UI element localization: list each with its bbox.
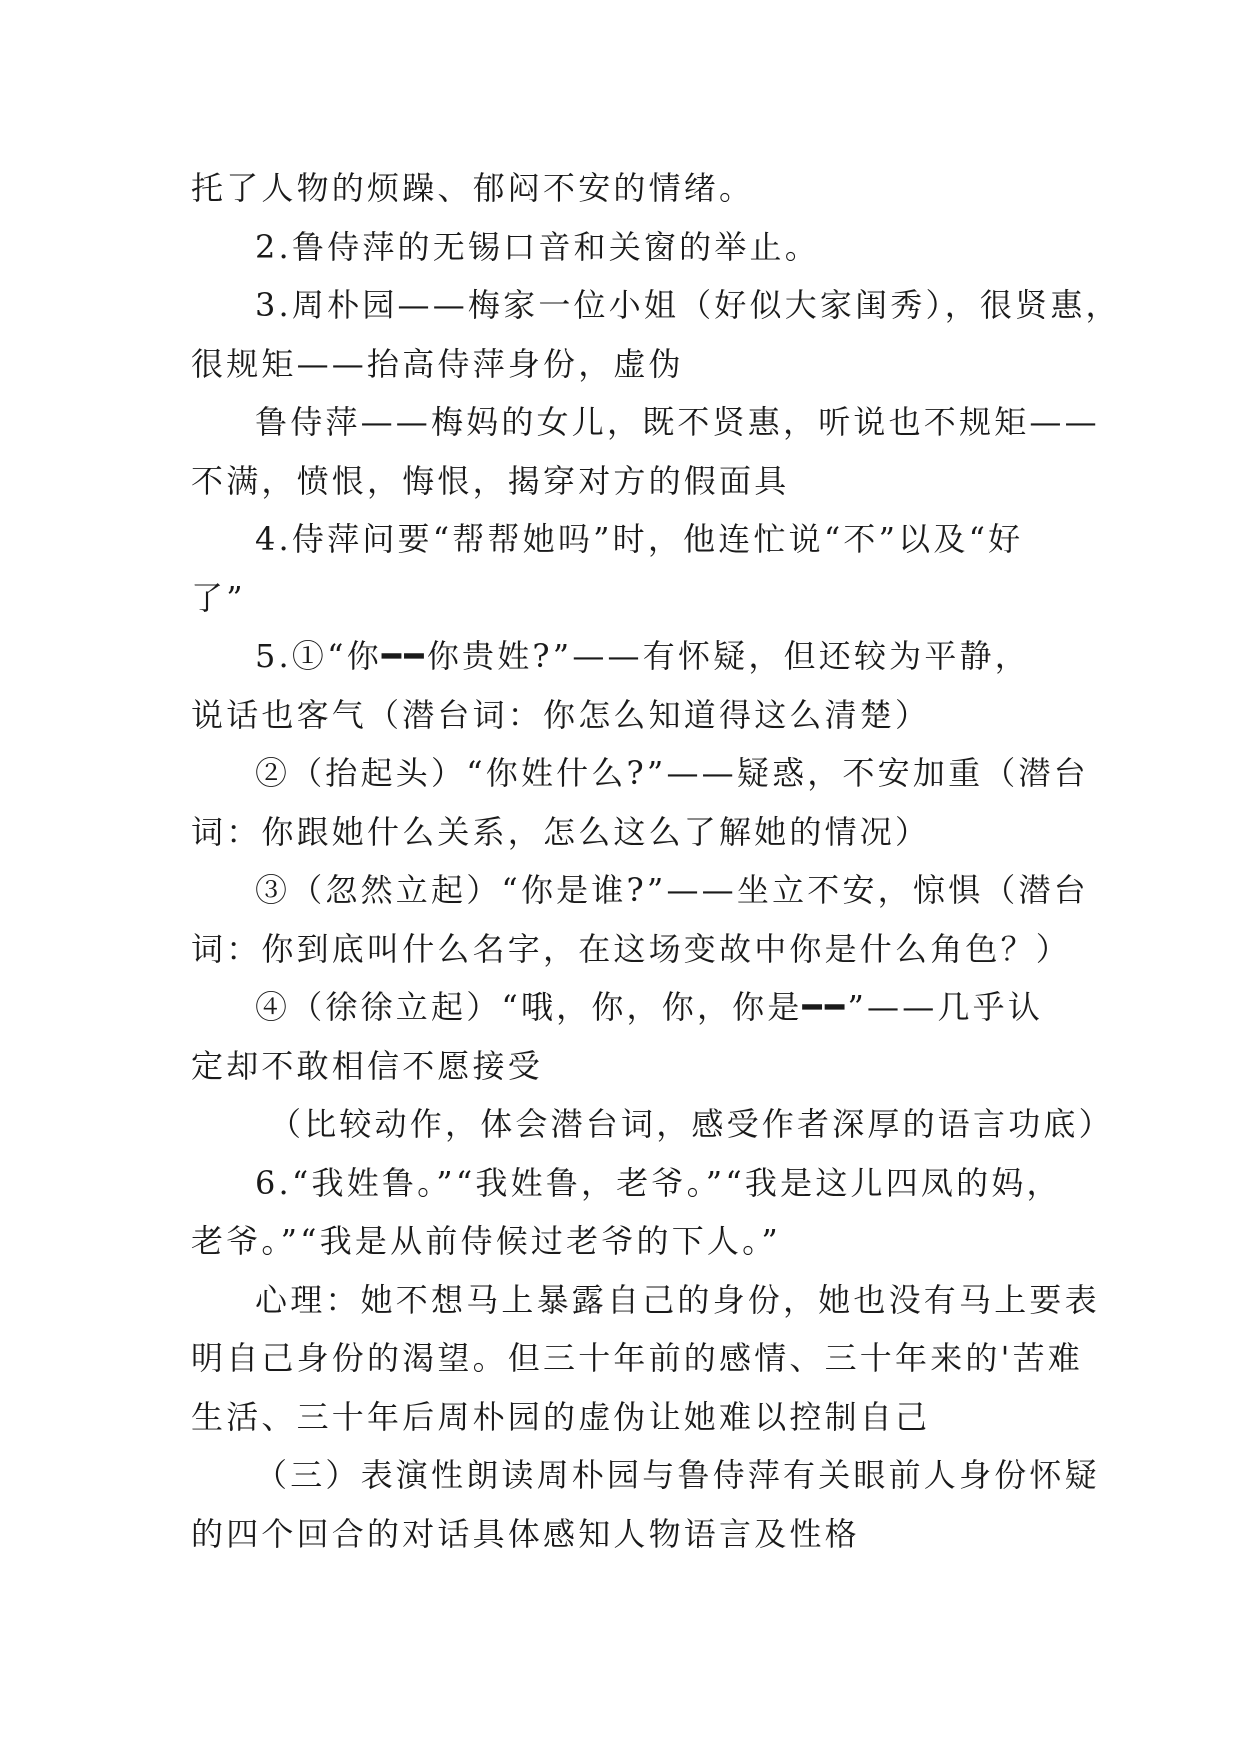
- text-line-11: ②（抬起头）“你姓什么?”——疑惑，不安加重（潜台: [255, 754, 1089, 792]
- text-line-10: 说话也客气（潜台词：你怎么知道得这么清楚）: [191, 695, 931, 734]
- text-line-13: ③（忽然立起）“你是谁?”——坐立不安，惊惧（潜台: [255, 871, 1089, 909]
- text-line-2: 2.鲁侍萍的无锡口音和关窗的举止。: [255, 227, 820, 266]
- text-line-7: 4.侍萍问要“帮帮她吗”时，他连忙说“不”以及“好: [255, 520, 1024, 558]
- text-line-8: 了”: [191, 578, 246, 617]
- document-body: [191, 159, 1121, 1563]
- text-line-12: 词：你跟她什么关系，怎么这么了解她的情况）: [191, 812, 931, 851]
- text-line-19: 老爷。”“我是从前侍候过老爷的下人。”: [191, 1222, 781, 1260]
- text-line-24: 的四个回合的对话具体感知人物语言及性格: [191, 1514, 860, 1553]
- text-line-14: 词：你到底叫什么名字，在这场变故中你是什么角色？）: [191, 929, 1072, 968]
- text-line-17: （比较动作，体会潜台词，感受作者深厚的语言功底）: [269, 1105, 1114, 1143]
- text-line-21: 明自己身份的渴望。但三十年前的感情、三十年来的'苦难: [191, 1339, 1083, 1377]
- text-line-3: 3.周朴园——梅家一位小姐（好似大家闺秀），很贤惠，: [255, 286, 1121, 324]
- text-line-23: （三）表演性朗读周朴园与鲁侍萍有关眼前人身份怀疑: [255, 1456, 1100, 1494]
- text-line-15: ④（徐徐立起）“哦，你，你，你是━━”——几乎认: [255, 988, 1044, 1026]
- text-line-20: 心理：她不想马上暴露自己的身份，她也没有马上要表: [255, 1280, 1100, 1319]
- text-line-22: 生活、三十年后周朴园的虚伪让她难以控制自己: [191, 1397, 931, 1436]
- text-line-5: 鲁侍萍——梅妈的女儿，既不贤惠，听说也不规矩——: [255, 403, 1100, 441]
- text-line-6: 不满，愤恨，悔恨，揭穿对方的假面具: [191, 461, 790, 500]
- text-line-1: 托了人物的烦躁、郁闷不安的情绪。: [191, 169, 755, 207]
- text-line-16: 定却不敢相信不愿接受: [191, 1046, 544, 1085]
- text-line-9: 5.①“你━━你贵姓?”——有怀疑，但还较为平静，: [255, 637, 1030, 675]
- text-line-18: 6.“我姓鲁。”“我姓鲁，老爷。”“我是这儿四凤的妈，: [255, 1163, 1062, 1202]
- text-line-4: 很规矩——抬高侍萍身份，虚伪: [191, 344, 684, 383]
